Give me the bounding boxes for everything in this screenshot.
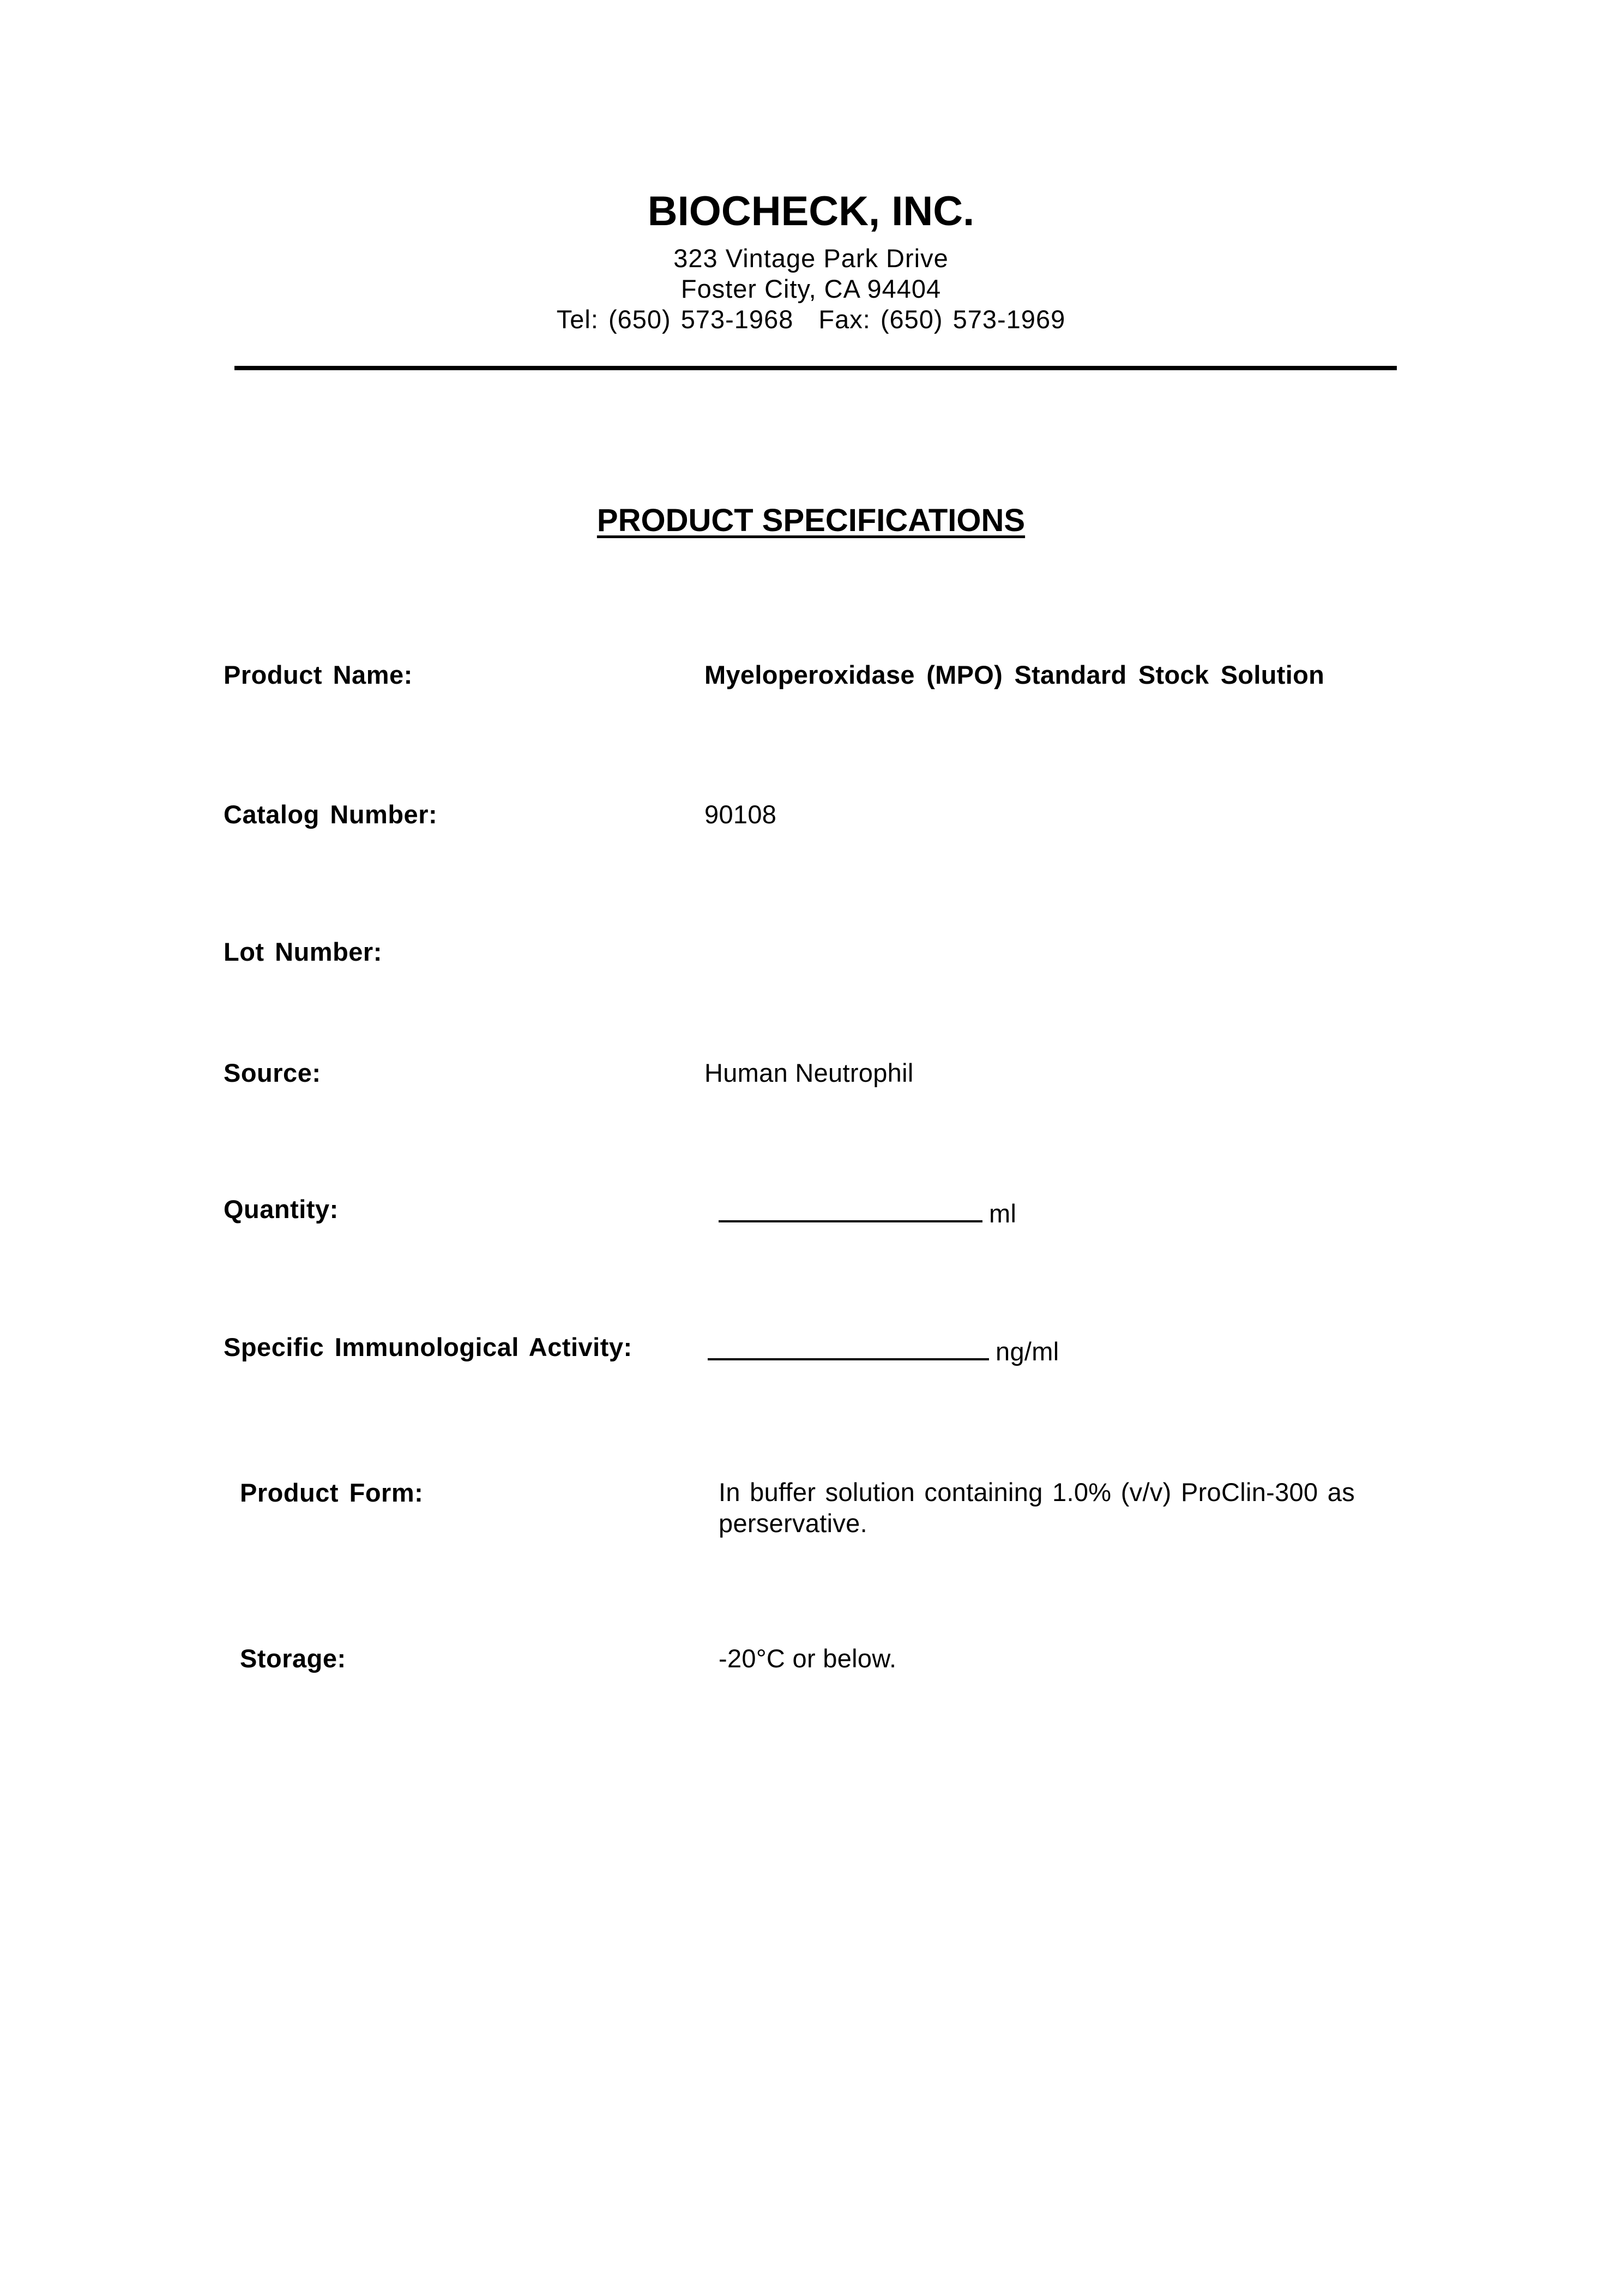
product-name-value: Myeloperoxidase (MPO) Standard Stock Solution	[704, 660, 1325, 689]
product-form-value: In buffer solution containing 1.0% (v/v) ProClin-300 as perservative.	[719, 1478, 1355, 1538]
specific-activity-unit: ng/ml	[996, 1337, 1059, 1366]
contact-line	[0, 306, 1622, 332]
source-label: Source:	[224, 1058, 321, 1087]
storage-label: Storage:	[240, 1644, 346, 1673]
specific-activity-blank-line	[708, 1334, 989, 1360]
company-name: BIOCHECK, INC.	[647, 188, 975, 234]
quantity-field	[719, 1196, 1016, 1226]
address-line-2: Foster City, CA 94404	[680, 274, 942, 303]
quantity-blank-line	[719, 1196, 982, 1222]
source-value: Human Neutrophil	[704, 1058, 914, 1087]
specific-activity-label: Specific Immunological Activity:	[224, 1333, 632, 1361]
quantity-label: Quantity:	[224, 1195, 339, 1224]
address-line-1: 323 Vintage Park Drive	[673, 244, 949, 273]
quantity-unit: ml	[989, 1199, 1017, 1228]
catalog-number-label: Catalog Number:	[224, 800, 438, 829]
tel-number: Tel: (650) 573-1968	[556, 305, 794, 334]
storage-value: -20°C or below.	[719, 1644, 897, 1673]
lot-number-label: Lot Number:	[224, 937, 382, 966]
fax-number: Fax: (650) 573-1969	[818, 305, 1066, 334]
product-name-label: Product Name:	[224, 660, 413, 689]
product-form-label: Product Form:	[240, 1478, 424, 1507]
specific-activity-field	[708, 1334, 1059, 1364]
document-title: PRODUCT SPECIFICATIONS	[596, 503, 1026, 538]
header-divider	[234, 366, 1397, 370]
catalog-number-value: 90108	[704, 800, 777, 829]
